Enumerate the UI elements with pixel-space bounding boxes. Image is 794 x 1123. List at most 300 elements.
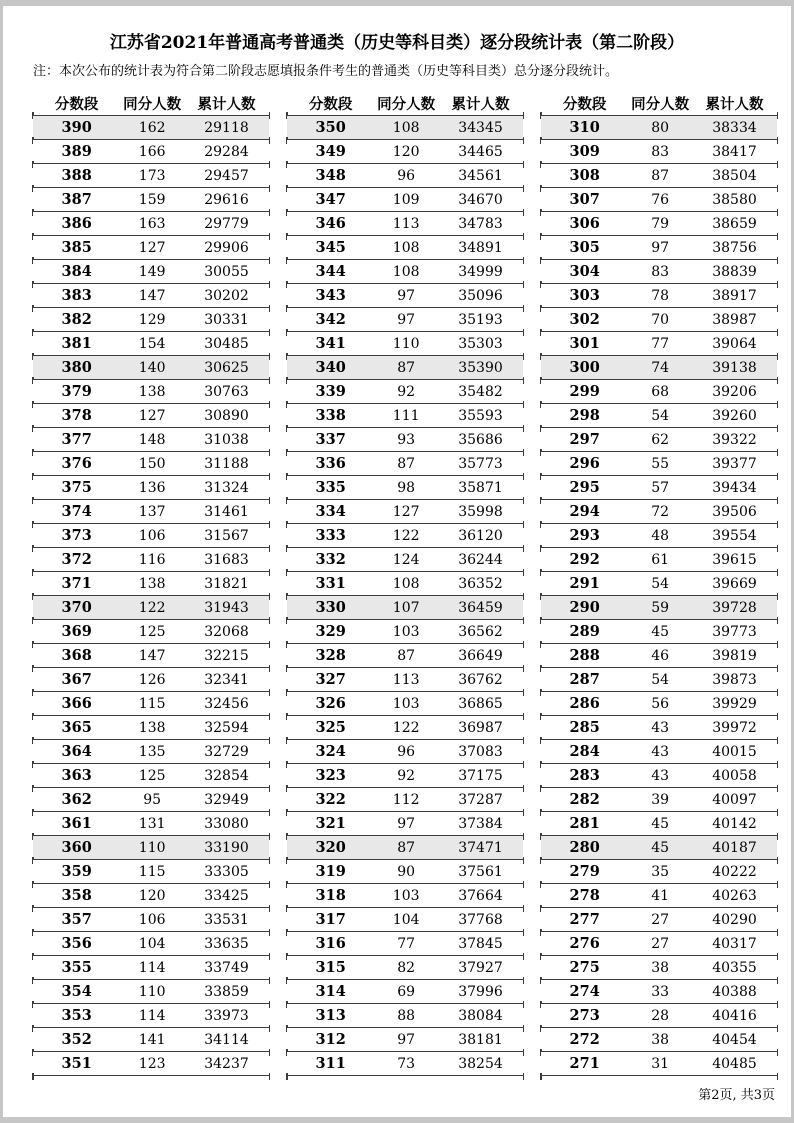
cumulative-cell: 35390 — [458, 359, 503, 376]
cumulative-cell: 36762 — [458, 671, 503, 688]
score-cell: 365 — [61, 719, 92, 736]
count-cell: 77 — [651, 335, 670, 352]
table-row — [33, 980, 269, 1004]
score-cell: 359 — [61, 863, 92, 880]
cumulative-cell: 35303 — [458, 335, 503, 352]
table-row — [33, 188, 269, 212]
table-row — [33, 740, 269, 764]
table-row — [33, 884, 269, 908]
cumulative-cell: 38987 — [712, 311, 757, 328]
score-cell: 375 — [61, 479, 92, 496]
table-row — [287, 572, 523, 596]
cumulative-cell: 39669 — [712, 575, 757, 592]
score-cell: 330 — [315, 599, 346, 616]
count-cell: 127 — [392, 503, 420, 520]
table-row — [541, 980, 777, 1004]
score-cell: 382 — [61, 311, 92, 328]
cumulative-cell: 36865 — [458, 695, 503, 712]
count-cell: 108 — [392, 263, 420, 280]
score-cell: 312 — [315, 1031, 346, 1048]
table-row — [287, 644, 523, 668]
table-row — [287, 860, 523, 884]
cumulative-cell: 32215 — [204, 647, 249, 664]
count-cell: 162 — [138, 119, 166, 136]
score-cell: 276 — [569, 935, 600, 952]
table-row — [33, 284, 269, 308]
table-row — [541, 380, 777, 404]
count-cell: 109 — [392, 191, 420, 208]
count-cell: 115 — [138, 863, 166, 880]
cumulative-cell: 35871 — [458, 479, 503, 496]
count-cell: 112 — [392, 791, 420, 808]
score-cell: 296 — [569, 455, 600, 472]
count-cell: 43 — [651, 743, 670, 760]
count-cell: 120 — [138, 887, 166, 904]
table-row — [541, 860, 777, 884]
count-cell: 69 — [397, 983, 416, 1000]
count-cell: 96 — [397, 167, 416, 184]
count-cell: 97 — [397, 815, 416, 832]
cumulative-cell: 40222 — [712, 863, 757, 880]
cumulative-cell: 35686 — [458, 431, 503, 448]
table-row — [541, 428, 777, 452]
count-cell: 38 — [651, 959, 670, 976]
cumulative-cell: 32068 — [204, 623, 249, 640]
count-cell: 113 — [392, 215, 420, 232]
cumulative-cell: 36562 — [458, 623, 503, 640]
table-row — [33, 500, 269, 524]
score-cell: 279 — [569, 863, 600, 880]
score-cell: 346 — [315, 215, 346, 232]
cumulative-cell: 39773 — [712, 623, 757, 640]
table-row — [287, 284, 523, 308]
count-cell: 147 — [138, 287, 166, 304]
cumulative-cell: 32456 — [204, 695, 249, 712]
score-cell: 338 — [315, 407, 346, 424]
table-row — [541, 1052, 777, 1076]
score-cell: 339 — [315, 383, 346, 400]
table-row — [33, 956, 269, 980]
count-cell: 93 — [397, 431, 416, 448]
table-row — [541, 524, 777, 548]
score-cell: 325 — [315, 719, 346, 736]
table-row — [541, 1028, 777, 1052]
count-cell: 110 — [138, 839, 166, 856]
count-cell: 87 — [651, 167, 670, 184]
score-cell: 289 — [569, 623, 600, 640]
cumulative-cell: 36987 — [458, 719, 503, 736]
table-row — [287, 980, 523, 1004]
table-row — [287, 140, 523, 164]
cumulative-cell: 37664 — [458, 887, 503, 904]
score-cell: 387 — [61, 191, 92, 208]
table-row — [287, 1028, 523, 1052]
table-row — [541, 260, 777, 284]
score-cell: 328 — [315, 647, 346, 664]
score-cell: 283 — [569, 767, 600, 784]
cumulative-cell: 38254 — [458, 1055, 503, 1072]
score-cell: 309 — [569, 143, 600, 160]
count-cell: 27 — [651, 935, 670, 952]
score-cell: 304 — [569, 263, 600, 280]
table-row — [33, 452, 269, 476]
count-cell: 123 — [138, 1055, 166, 1072]
count-cell: 70 — [651, 311, 670, 328]
table-row — [541, 620, 777, 644]
cumulative-cell: 35096 — [458, 287, 503, 304]
cumulative-cell: 38756 — [712, 239, 757, 256]
cumulative-cell: 33749 — [204, 959, 249, 976]
cumulative-cell: 29118 — [204, 119, 249, 136]
count-cell: 113 — [392, 671, 420, 688]
table-row — [541, 836, 777, 860]
cumulative-cell: 34999 — [458, 263, 503, 280]
score-cell: 284 — [569, 743, 600, 760]
cumulative-cell: 39972 — [712, 719, 757, 736]
count-cell: 87 — [397, 359, 416, 376]
score-cell: 288 — [569, 647, 600, 664]
score-cell: 354 — [61, 983, 92, 1000]
cumulative-cell: 37384 — [458, 815, 503, 832]
table-row — [33, 668, 269, 692]
count-cell: 148 — [138, 431, 166, 448]
score-cell: 369 — [61, 623, 92, 640]
cumulative-cell: 36459 — [458, 599, 503, 616]
table-row — [33, 1004, 269, 1028]
table-row — [33, 404, 269, 428]
score-cell: 381 — [61, 335, 92, 352]
count-cell: 31 — [651, 1055, 670, 1072]
table-row — [541, 1004, 777, 1028]
cumulative-cell: 38417 — [712, 143, 757, 160]
cumulative-cell: 31038 — [204, 431, 249, 448]
score-cell: 373 — [61, 527, 92, 544]
table-row — [33, 788, 269, 812]
table-row — [33, 356, 269, 380]
table-row — [541, 740, 777, 764]
table-row — [287, 116, 523, 140]
cumulative-cell: 30055 — [204, 263, 249, 280]
count-cell: 122 — [392, 719, 420, 736]
table-row — [33, 692, 269, 716]
count-cell: 83 — [651, 263, 670, 280]
cumulative-cell: 36649 — [458, 647, 503, 664]
score-cell: 389 — [61, 143, 92, 160]
cumulative-cell: 32729 — [204, 743, 249, 760]
cumulative-cell: 31821 — [204, 575, 249, 592]
page-number: 第2页, 共3页 — [698, 1088, 775, 1103]
cumulative-cell: 33080 — [204, 815, 249, 832]
col-header-count: 同分人数 — [377, 95, 436, 113]
count-cell: 76 — [651, 191, 670, 208]
cumulative-cell: 30331 — [204, 311, 249, 328]
count-cell: 106 — [138, 527, 166, 544]
cumulative-cell: 35593 — [458, 407, 503, 424]
count-cell: 28 — [651, 1007, 670, 1024]
count-cell: 116 — [138, 551, 166, 568]
table-row — [33, 476, 269, 500]
table-row — [33, 380, 269, 404]
cumulative-cell: 29284 — [204, 143, 249, 160]
score-cell: 280 — [569, 839, 600, 856]
cumulative-cell: 38181 — [458, 1031, 503, 1048]
table-row — [287, 884, 523, 908]
score-cell: 297 — [569, 431, 600, 448]
cumulative-cell: 32949 — [204, 791, 249, 808]
cumulative-cell: 34345 — [458, 119, 503, 136]
table-row — [33, 620, 269, 644]
table-row — [33, 644, 269, 668]
table-row — [541, 476, 777, 500]
count-cell: 72 — [651, 503, 670, 520]
score-cell: 318 — [315, 887, 346, 904]
count-cell: 73 — [397, 1055, 416, 1072]
cumulative-cell: 39260 — [712, 407, 757, 424]
count-cell: 56 — [651, 695, 670, 712]
count-cell: 138 — [138, 383, 166, 400]
count-cell: 126 — [138, 671, 166, 688]
table-row — [541, 116, 777, 140]
score-cell: 378 — [61, 407, 92, 424]
cumulative-cell: 37768 — [458, 911, 503, 928]
table-row — [541, 644, 777, 668]
table-row — [287, 332, 523, 356]
table-row — [33, 1028, 269, 1052]
cumulative-cell: 32854 — [204, 767, 249, 784]
cumulative-cell: 37287 — [458, 791, 503, 808]
table-row — [287, 740, 523, 764]
count-cell: 45 — [651, 839, 670, 856]
table-row — [33, 932, 269, 956]
cumulative-cell: 29779 — [204, 215, 249, 232]
cumulative-cell: 31943 — [204, 599, 249, 616]
cumulative-cell: 40263 — [712, 887, 757, 904]
table-row — [541, 788, 777, 812]
cumulative-cell: 40355 — [712, 959, 757, 976]
count-cell: 88 — [397, 1007, 416, 1024]
table-row — [287, 380, 523, 404]
score-cell: 323 — [315, 767, 346, 784]
score-cell: 302 — [569, 311, 600, 328]
count-cell: 159 — [138, 191, 166, 208]
count-cell: 27 — [651, 911, 670, 928]
score-cell: 385 — [61, 239, 92, 256]
count-cell: 95 — [143, 791, 162, 808]
score-cell: 271 — [569, 1055, 600, 1072]
cumulative-cell: 39615 — [712, 551, 757, 568]
cumulative-cell: 38659 — [712, 215, 757, 232]
count-cell: 97 — [397, 1031, 416, 1048]
score-cell: 345 — [315, 239, 346, 256]
table-body — [541, 115, 777, 1076]
count-cell: 108 — [392, 575, 420, 592]
count-cell: 122 — [392, 527, 420, 544]
cumulative-cell: 40454 — [712, 1031, 757, 1048]
score-tables — [33, 91, 791, 1076]
score-cell: 357 — [61, 911, 92, 928]
score-cell: 352 — [61, 1031, 92, 1048]
score-cell: 349 — [315, 143, 346, 160]
count-cell: 122 — [138, 599, 166, 616]
count-cell: 108 — [392, 119, 420, 136]
score-cell: 293 — [569, 527, 600, 544]
score-cell: 350 — [315, 119, 346, 136]
score-cell: 370 — [61, 599, 92, 616]
score-cell: 306 — [569, 215, 600, 232]
score-cell: 372 — [61, 551, 92, 568]
score-cell: 327 — [315, 671, 346, 688]
count-cell: 96 — [397, 743, 416, 760]
score-cell: 366 — [61, 695, 92, 712]
score-cell: 305 — [569, 239, 600, 256]
cumulative-cell: 39206 — [712, 383, 757, 400]
count-cell: 46 — [651, 647, 670, 664]
score-table-1 — [33, 91, 269, 1076]
table-row — [33, 572, 269, 596]
col-header-cumulative: 累计人数 — [705, 95, 764, 113]
score-cell: 388 — [61, 167, 92, 184]
count-cell: 136 — [138, 479, 166, 496]
score-cell: 341 — [315, 335, 346, 352]
cumulative-cell: 30763 — [204, 383, 249, 400]
note-text: 注：本次公布的统计表为符合第二阶段志愿填报条件考生的普通类（历史等科目类）总分逐分段统计。 — [33, 64, 619, 79]
cumulative-cell: 31188 — [204, 455, 249, 472]
score-cell: 299 — [569, 383, 600, 400]
cumulative-cell: 30202 — [204, 287, 249, 304]
cumulative-cell: 38580 — [712, 191, 757, 208]
score-cell: 364 — [61, 743, 92, 760]
score-cell: 291 — [569, 575, 600, 592]
count-cell: 54 — [651, 671, 670, 688]
table-row — [33, 140, 269, 164]
count-cell: 150 — [138, 455, 166, 472]
score-cell: 390 — [61, 119, 92, 136]
score-cell: 362 — [61, 791, 92, 808]
score-cell: 353 — [61, 1007, 92, 1024]
table-row — [33, 764, 269, 788]
score-cell: 340 — [315, 359, 346, 376]
score-cell: 333 — [315, 527, 346, 544]
count-cell: 135 — [138, 743, 166, 760]
score-cell: 348 — [315, 167, 346, 184]
table-row — [287, 500, 523, 524]
col-header-count: 同分人数 — [123, 95, 182, 113]
score-cell: 358 — [61, 887, 92, 904]
count-cell: 74 — [651, 359, 670, 376]
cumulative-cell: 34783 — [458, 215, 503, 232]
score-cell: 356 — [61, 935, 92, 952]
score-cell: 275 — [569, 959, 600, 976]
score-cell: 292 — [569, 551, 600, 568]
score-cell: 324 — [315, 743, 346, 760]
cumulative-cell: 31461 — [204, 503, 249, 520]
score-cell: 316 — [315, 935, 346, 952]
table-row — [287, 668, 523, 692]
cumulative-cell: 37845 — [458, 935, 503, 952]
count-cell: 141 — [138, 1031, 166, 1048]
score-cell: 301 — [569, 335, 600, 352]
cumulative-cell: 36352 — [458, 575, 503, 592]
cumulative-cell: 38504 — [712, 167, 757, 184]
table-row — [287, 236, 523, 260]
count-cell: 77 — [397, 935, 416, 952]
cumulative-cell: 34237 — [204, 1055, 249, 1072]
cumulative-cell: 35482 — [458, 383, 503, 400]
count-cell: 80 — [651, 119, 670, 136]
table-row — [541, 404, 777, 428]
cumulative-cell: 39322 — [712, 431, 757, 448]
cumulative-cell: 38917 — [712, 287, 757, 304]
score-cell: 320 — [315, 839, 346, 856]
cumulative-cell: 36120 — [458, 527, 503, 544]
cumulative-cell: 35193 — [458, 311, 503, 328]
table-row — [33, 908, 269, 932]
cumulative-cell: 40485 — [712, 1055, 757, 1072]
cumulative-cell: 30485 — [204, 335, 249, 352]
count-cell: 103 — [392, 695, 420, 712]
cumulative-cell: 33190 — [204, 839, 249, 856]
table-row — [33, 836, 269, 860]
table-row — [287, 212, 523, 236]
cumulative-cell: 39728 — [712, 599, 757, 616]
count-cell: 43 — [651, 767, 670, 784]
cumulative-cell: 32341 — [204, 671, 249, 688]
count-cell: 38 — [651, 1031, 670, 1048]
cumulative-cell: 34891 — [458, 239, 503, 256]
table-row — [541, 908, 777, 932]
count-cell: 61 — [651, 551, 670, 568]
table-row — [541, 764, 777, 788]
score-cell: 377 — [61, 431, 92, 448]
count-cell: 147 — [138, 647, 166, 664]
table-row — [33, 860, 269, 884]
score-cell: 332 — [315, 551, 346, 568]
cumulative-cell: 34114 — [204, 1031, 249, 1048]
table-row — [287, 428, 523, 452]
cumulative-cell: 33859 — [204, 983, 249, 1000]
count-cell: 45 — [651, 623, 670, 640]
table-row — [33, 260, 269, 284]
count-cell: 173 — [138, 167, 166, 184]
cumulative-cell: 40015 — [712, 743, 757, 760]
table-row — [287, 956, 523, 980]
table-row — [541, 284, 777, 308]
cumulative-cell: 40388 — [712, 983, 757, 1000]
count-cell: 35 — [651, 863, 670, 880]
score-cell: 329 — [315, 623, 346, 640]
table-row — [287, 908, 523, 932]
table-row — [287, 452, 523, 476]
table-body — [287, 115, 523, 1076]
table-row — [541, 572, 777, 596]
score-cell: 367 — [61, 671, 92, 688]
cumulative-cell: 36244 — [458, 551, 503, 568]
score-cell: 300 — [569, 359, 600, 376]
table-header — [33, 91, 269, 115]
table-row — [33, 548, 269, 572]
table-row — [541, 692, 777, 716]
count-cell: 104 — [138, 935, 166, 952]
cumulative-cell: 34670 — [458, 191, 503, 208]
table-row — [33, 596, 269, 620]
score-cell: 347 — [315, 191, 346, 208]
score-cell: 384 — [61, 263, 92, 280]
cumulative-cell: 39554 — [712, 527, 757, 544]
score-table-2 — [287, 91, 523, 1076]
count-cell: 103 — [392, 623, 420, 640]
cumulative-cell: 40058 — [712, 767, 757, 784]
score-cell: 274 — [569, 983, 600, 1000]
